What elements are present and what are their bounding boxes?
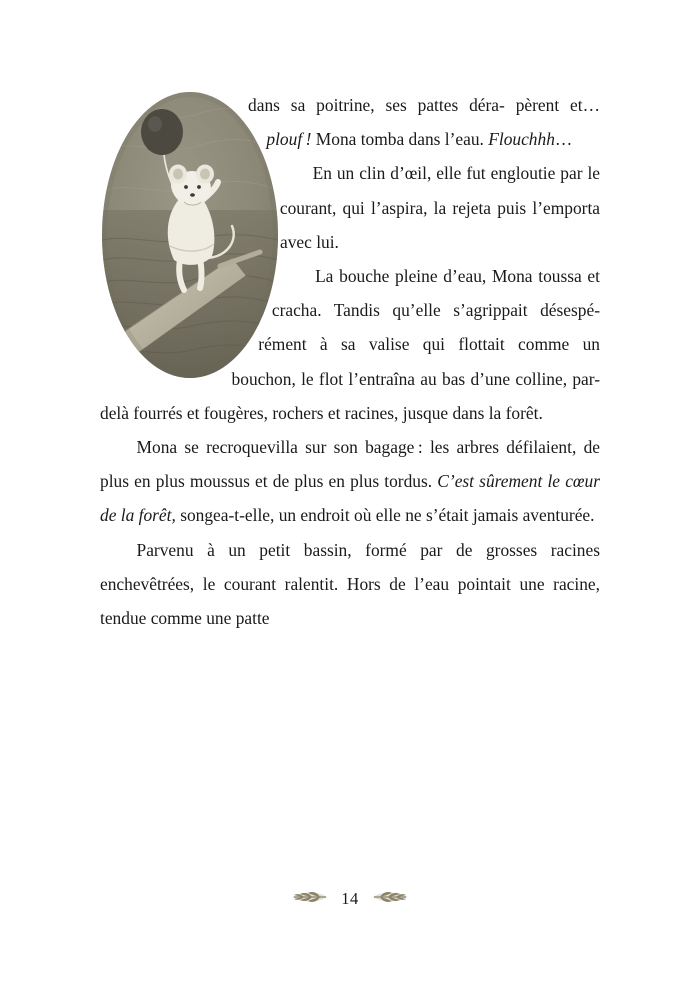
para2-line1: En un clin d’œil, elle fut (312, 163, 486, 184)
paragraph-4 (100, 430, 600, 533)
para2-line2: engloutie par le courant, qui (279, 163, 600, 218)
page-number: 14 (341, 889, 359, 908)
leaf-ornament-left-icon (290, 890, 328, 909)
page-footer (0, 889, 700, 909)
para2-line3: l’aspira, la rejeta puis l’emporta (370, 197, 600, 218)
leaf-ornament-right-icon (372, 890, 410, 909)
para1-line3-italic: Flouchhh (488, 129, 555, 150)
para1-line3-a: dans l’eau. (408, 129, 489, 150)
paragraph-5: Parvenu à un petit bassin, formé par de grosses racines enchevêtrées, le courant ralentit. Hors de l’eau pointait une racine, tendue comme une patte (100, 539, 600, 629)
para2-line4: avec lui. (280, 231, 339, 252)
para1-line1: dans sa poitrine, ses pattes déra- (248, 95, 505, 115)
para1-line2-italic: plouf ! (266, 129, 312, 150)
paragraph-3: La bouche pleine d’eau, Mona toussa et cracha. Tandis qu’elle s’agrippait désespérément à sa valise qui flottait comme un bouchon, le flot l’entraîna au bas d’une colline, par-delà fourrés et fougères, rochers et racines, jusque dans la forêt. (100, 266, 600, 423)
para4-part-a: Mona se recroquevilla sur son bagage : les arbres défilaient, de plus en plus moussus et de plus en plus tordus. (100, 437, 600, 492)
para1-line2-b: Mona tomba (311, 129, 405, 150)
para1-line3-b: … (554, 129, 573, 150)
para4-italic: C’est sûrement le cœur de la forêt, (100, 471, 600, 526)
para4-part-b: songea-t-elle, un endroit où elle ne s’était jamais aventurée. (175, 505, 595, 526)
mouse-on-branch-illustration (100, 90, 280, 380)
para1-line2-a: pèrent et… (515, 95, 600, 115)
